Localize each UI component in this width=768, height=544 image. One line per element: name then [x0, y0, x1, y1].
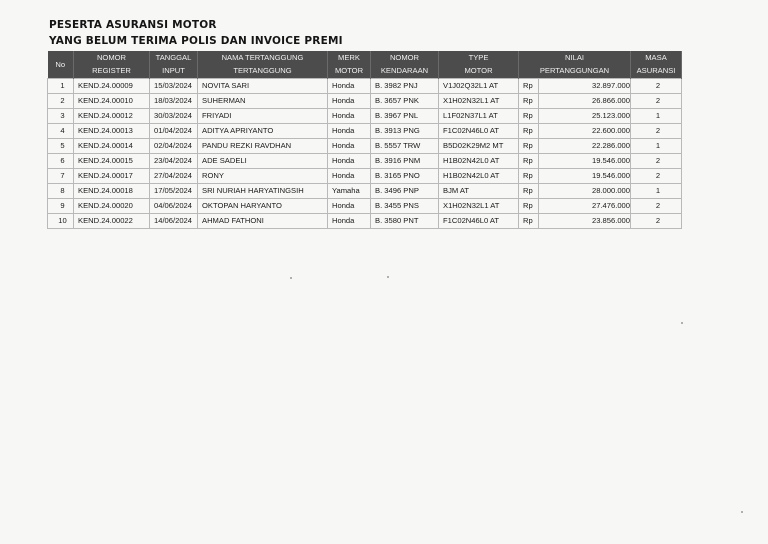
insurance-table: [47, 51, 682, 229]
cell-no: 6: [48, 154, 74, 169]
scan-speck: [387, 276, 389, 278]
cell-nilai: 27.476.000: [539, 199, 631, 214]
header-nilai-top: NILAI: [519, 51, 631, 64]
cell-masa: 2: [631, 94, 682, 109]
cell-type: L1F02N37L1 AT: [439, 109, 519, 124]
cell-kendaraan: B. 3657 PNK: [371, 94, 439, 109]
cell-currency: Rp: [519, 124, 539, 139]
header-tanggal-bottom: INPUT: [150, 64, 198, 79]
cell-type: F1C02N46L0 AT: [439, 214, 519, 229]
cell-no: 1: [48, 79, 74, 94]
cell-merk: Yamaha: [328, 184, 371, 199]
scan-speck: [681, 322, 683, 324]
cell-no: 2: [48, 94, 74, 109]
cell-type: H1B02N42L0 AT: [439, 169, 519, 184]
cell-register: KEND.24.00013: [74, 124, 150, 139]
cell-merk: Honda: [328, 169, 371, 184]
cell-merk: Honda: [328, 214, 371, 229]
cell-tanggal: 04/06/2024: [150, 199, 198, 214]
header-tanggal-top: TANGGAL: [150, 51, 198, 64]
cell-type: V1J02Q32L1 AT: [439, 79, 519, 94]
table-row: [48, 169, 682, 184]
cell-masa: 2: [631, 169, 682, 184]
table-row: [48, 139, 682, 154]
header-no: No: [48, 51, 74, 79]
cell-currency: Rp: [519, 94, 539, 109]
cell-nilai: 19.546.000: [539, 169, 631, 184]
cell-type: BJM AT: [439, 184, 519, 199]
cell-kendaraan: B. 3496 PNP: [371, 184, 439, 199]
cell-masa: 2: [631, 199, 682, 214]
cell-no: 7: [48, 169, 74, 184]
cell-register: KEND.24.00015: [74, 154, 150, 169]
table-row: [48, 124, 682, 139]
table-body: [48, 79, 682, 229]
header-masa-top: MASA: [631, 51, 682, 64]
cell-type: X1H02N32L1 AT: [439, 94, 519, 109]
header-kendaraan-bottom: KENDARAAN: [371, 64, 439, 79]
cell-currency: Rp: [519, 184, 539, 199]
cell-currency: Rp: [519, 154, 539, 169]
cell-currency: Rp: [519, 214, 539, 229]
header-nilai-bottom: PERTANGGUNGAN: [519, 64, 631, 79]
cell-nilai: 19.546.000: [539, 154, 631, 169]
cell-tanggal: 27/04/2024: [150, 169, 198, 184]
cell-nama: FRIYADI: [198, 109, 328, 124]
cell-nilai: 22.600.000: [539, 124, 631, 139]
table-header: [48, 51, 682, 79]
table-row: [48, 94, 682, 109]
cell-kendaraan: B. 3165 PNO: [371, 169, 439, 184]
cell-nama: PANDU REZKI RAVDHAN: [198, 139, 328, 154]
cell-no: 10: [48, 214, 74, 229]
cell-merk: Honda: [328, 124, 371, 139]
header-merk-bottom: MOTOR: [328, 64, 371, 79]
table-row: [48, 109, 682, 124]
table-row: [48, 214, 682, 229]
cell-nilai: 32.897.000: [539, 79, 631, 94]
cell-tanggal: 01/04/2024: [150, 124, 198, 139]
cell-currency: Rp: [519, 109, 539, 124]
header-type-bottom: MOTOR: [439, 64, 519, 79]
cell-masa: 1: [631, 139, 682, 154]
header-kendaraan-top: NOMOR: [371, 51, 439, 64]
cell-nilai: 28.000.000: [539, 184, 631, 199]
cell-masa: 2: [631, 154, 682, 169]
scan-speck: [290, 277, 292, 279]
header-masa-bottom: ASURANSI: [631, 64, 682, 79]
document-title: PESERTA ASURANSI MOTOR: [49, 19, 217, 31]
cell-kendaraan: B. 3455 PNS: [371, 199, 439, 214]
header-register-top: NOMOR: [74, 51, 150, 64]
table-row: [48, 154, 682, 169]
header-register-bottom: REGISTER: [74, 64, 150, 79]
cell-register: KEND.24.00020: [74, 199, 150, 214]
cell-nama: RONY: [198, 169, 328, 184]
cell-tanggal: 14/06/2024: [150, 214, 198, 229]
cell-nilai: 23.856.000: [539, 214, 631, 229]
cell-nama: OKTOPAN HARYANTO: [198, 199, 328, 214]
cell-tanggal: 15/03/2024: [150, 79, 198, 94]
cell-masa: 2: [631, 124, 682, 139]
cell-nama: ADITYA APRIYANTO: [198, 124, 328, 139]
cell-kendaraan: B. 3916 PNM: [371, 154, 439, 169]
cell-masa: 1: [631, 184, 682, 199]
cell-kendaraan: B. 3967 PNL: [371, 109, 439, 124]
cell-masa: 2: [631, 214, 682, 229]
cell-no: 3: [48, 109, 74, 124]
header-nama-top: NAMA TERTANGGUNG: [198, 51, 328, 64]
cell-no: 9: [48, 199, 74, 214]
cell-no: 8: [48, 184, 74, 199]
cell-register: KEND.24.00017: [74, 169, 150, 184]
cell-register: KEND.24.00010: [74, 94, 150, 109]
cell-nilai: 25.123.000: [539, 109, 631, 124]
cell-masa: 2: [631, 79, 682, 94]
cell-nama: NOVITA SARI: [198, 79, 328, 94]
cell-type: B5D02K29M2 MT: [439, 139, 519, 154]
header-merk-top: MERK: [328, 51, 371, 64]
cell-nama: ADE SADELI: [198, 154, 328, 169]
cell-merk: Honda: [328, 109, 371, 124]
document-subtitle: YANG BELUM TERIMA POLIS DAN INVOICE PREMI: [49, 35, 343, 47]
cell-no: 4: [48, 124, 74, 139]
cell-tanggal: 18/03/2024: [150, 94, 198, 109]
cell-currency: Rp: [519, 139, 539, 154]
cell-nama: AHMAD FATHONI: [198, 214, 328, 229]
table-row: [48, 79, 682, 94]
cell-tanggal: 23/04/2024: [150, 154, 198, 169]
cell-masa: 1: [631, 109, 682, 124]
cell-register: KEND.24.00009: [74, 79, 150, 94]
table-row: [48, 199, 682, 214]
cell-nilai: 26.866.000: [539, 94, 631, 109]
cell-merk: Honda: [328, 79, 371, 94]
scan-speck: [741, 511, 743, 513]
cell-type: X1H02N32L1 AT: [439, 199, 519, 214]
cell-register: KEND.24.00018: [74, 184, 150, 199]
cell-tanggal: 17/05/2024: [150, 184, 198, 199]
cell-currency: Rp: [519, 79, 539, 94]
cell-merk: Honda: [328, 94, 371, 109]
cell-currency: Rp: [519, 199, 539, 214]
cell-tanggal: 02/04/2024: [150, 139, 198, 154]
cell-nilai: 22.286.000: [539, 139, 631, 154]
cell-kendaraan: B. 3580 PNT: [371, 214, 439, 229]
cell-kendaraan: B. 3982 PNJ: [371, 79, 439, 94]
cell-kendaraan: B. 3913 PNG: [371, 124, 439, 139]
cell-register: KEND.24.00014: [74, 139, 150, 154]
cell-merk: Honda: [328, 154, 371, 169]
table-row: [48, 184, 682, 199]
cell-kendaraan: B. 5557 TRW: [371, 139, 439, 154]
header-nama-bottom: TERTANGGUNG: [198, 64, 328, 79]
header-type-top: TYPE: [439, 51, 519, 64]
cell-currency: Rp: [519, 169, 539, 184]
cell-merk: Honda: [328, 139, 371, 154]
cell-merk: Honda: [328, 199, 371, 214]
cell-type: F1C02N46L0 AT: [439, 124, 519, 139]
cell-nama: SUHERMAN: [198, 94, 328, 109]
cell-nama: SRI NURIAH HARYATINGSIH: [198, 184, 328, 199]
cell-type: H1B02N42L0 AT: [439, 154, 519, 169]
cell-register: KEND.24.00022: [74, 214, 150, 229]
cell-no: 5: [48, 139, 74, 154]
cell-tanggal: 30/03/2024: [150, 109, 198, 124]
cell-register: KEND.24.00012: [74, 109, 150, 124]
